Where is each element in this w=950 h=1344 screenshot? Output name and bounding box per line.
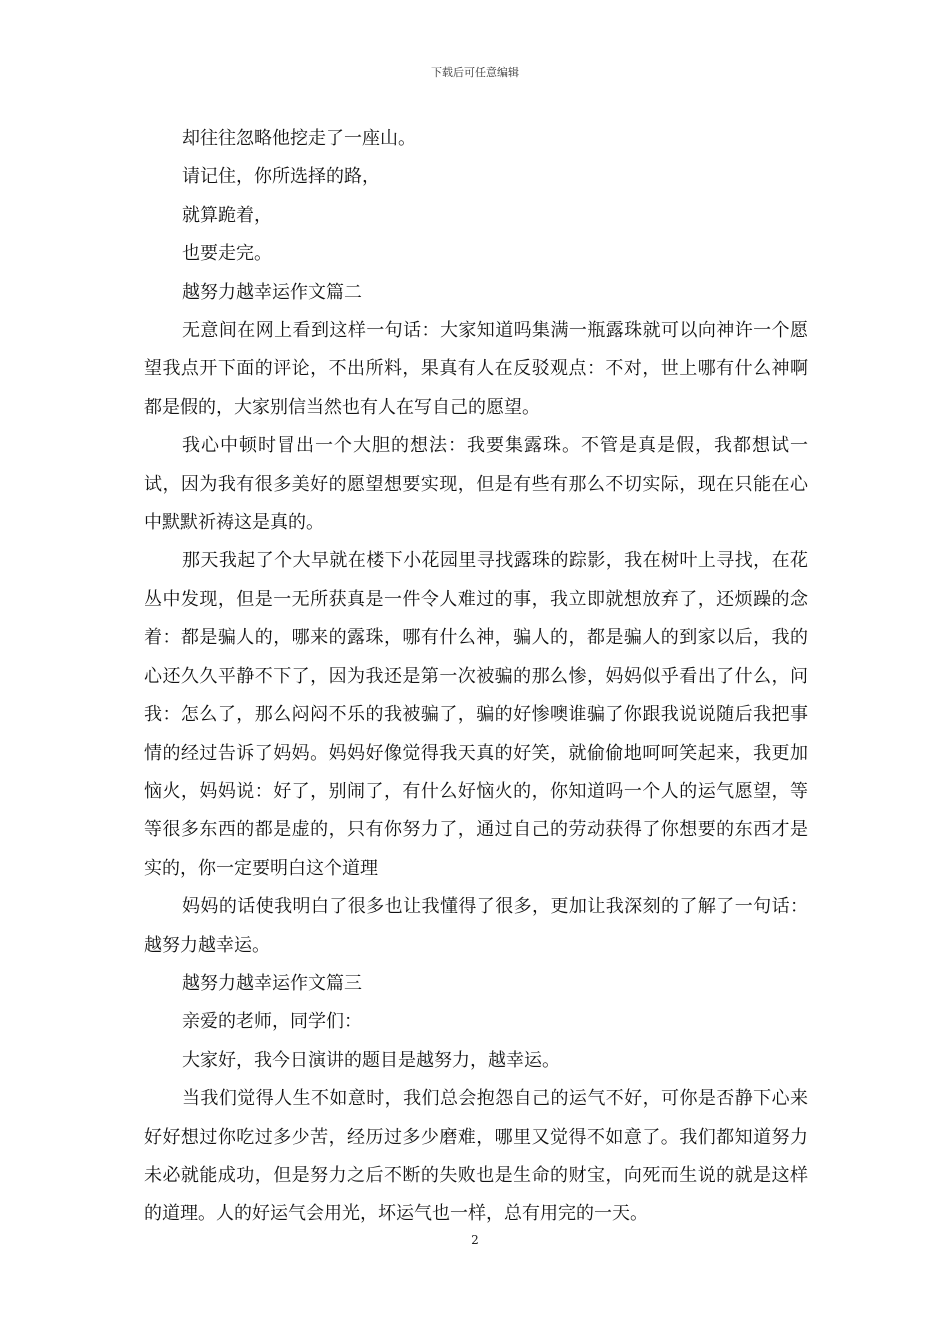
page-header: 下载后可任意编辑	[431, 66, 519, 79]
paragraph: 那天我起了个大早就在楼下小花园里寻找露珠的踪影，我在树叶上寻找，在花丛中发现，但是一无所获真是一件令人难过的事，我立即就想放弃了，还烦躁的念着：都是骗人的，哪来的露珠，哪有什么神，骗人的，都是骗人的到家以后，我的心还久久平静不下了，因为我还是第一次被骗的那么惨，妈妈似乎看出了什么，问我：怎么了，那么闷闷不乐的我被骗了，骗的好惨噢谁骗了你跟我说说随后我把事情的经过告诉了妈妈。妈妈好像觉得我天真的好笑，就偷偷地呵呵笑起来，我更加恼火，妈妈说：好了，别闹了，有什么好恼火的，你知道吗一个人的运气愿望，等等很多东西的都是虚的，只有你努力了，通过自己的劳动获得了你想要的东西才是实的，你一定要明白这个道理	[144, 550, 808, 879]
document-body	[144, 120, 808, 1234]
paragraph: 就算跪着，	[182, 204, 272, 226]
page-number: 2	[471, 1233, 479, 1247]
paragraph: 请记住，你所选择的路，	[182, 166, 380, 188]
paragraph: 妈妈的话使我明白了很多也让我懂得了很多，更加让我深刻的了解了一句话：越努力越幸运。	[144, 896, 808, 956]
paragraph: 大家好，我今日演讲的题目是越努力，越幸运。	[182, 1049, 560, 1071]
section-heading: 越努力越幸运作文篇三	[182, 972, 362, 994]
paragraph: 亲爱的老师，同学们：	[182, 1011, 362, 1033]
section-heading: 越努力越幸运作文篇二	[182, 281, 362, 303]
paragraph: 也要走完。	[182, 243, 272, 265]
paragraph: 无意间在网上看到这样一句话：大家知道吗集满一瓶露珠就可以向神许一个愿望我点开下面的评论，不出所料，果真有人在反驳观点：不对，世上哪有什么神啊都是假的，大家别信当然也有人在写自己的愿望。	[144, 320, 808, 418]
paragraph: 当我们觉得人生不如意时，我们总会抱怨自己的运气不好，可你是否静下心来好好想过你吃过多少苦，经历过多少磨难，哪里又觉得不如意了。我们都知道努力未必就能成功，但是努力之后不断的失败也是生命的财宝，向死而生说的就是这样的道理。人的好运气会用光，坏运气也一样，总有用完的一天。	[144, 1088, 808, 1225]
paragraph: 却往往忽略他挖走了一座山。	[182, 128, 416, 149]
paragraph: 我心中顿时冒出一个大胆的想法：我要集露珠。不管是真是假，我都想试一试，因为我有很多美好的愿望想要实现，但是有些有那么不切实际，现在只能在心中默默祈祷这是真的。	[144, 435, 808, 534]
